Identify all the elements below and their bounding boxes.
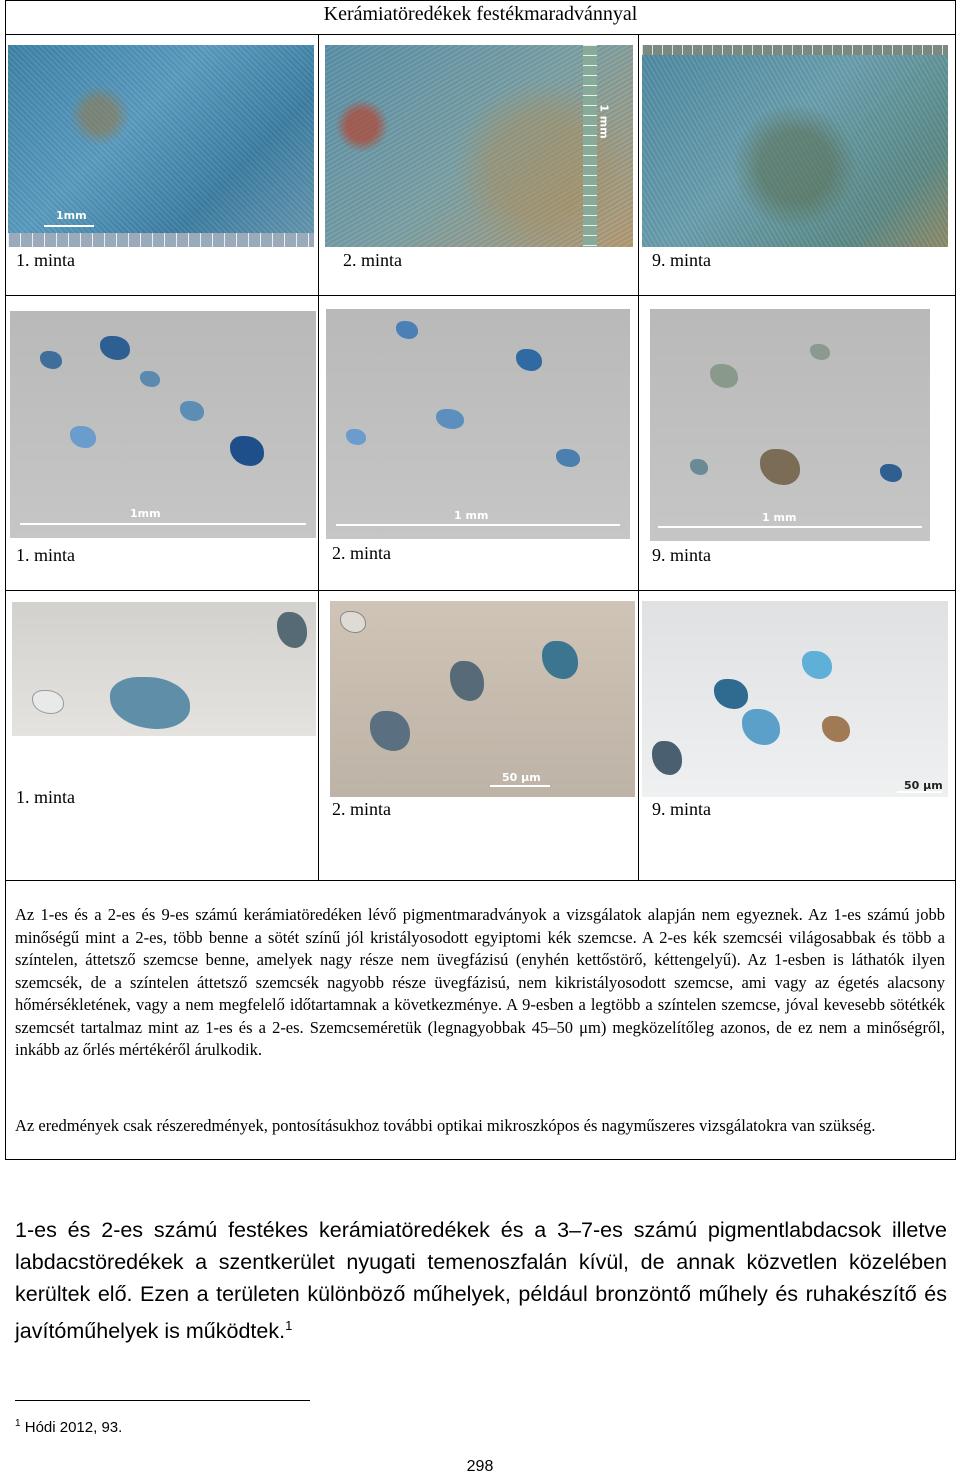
pigment-particle (140, 371, 160, 387)
pigment-particle (32, 690, 64, 714)
pigment-particle (710, 364, 738, 388)
scale-label: 50 μm (904, 779, 943, 792)
sample-label: 2. minta (343, 250, 402, 270)
sample-label: 2. minta (332, 543, 391, 563)
ruler (642, 45, 948, 55)
table-rule (638, 34, 639, 295)
scale-bar (658, 526, 922, 528)
table-rule (638, 295, 639, 590)
pigment-particle (760, 449, 800, 485)
pigment-particle (802, 651, 832, 679)
sample-9-macro-photo (642, 45, 948, 247)
pigment-particle (450, 661, 484, 701)
scale-label: 50 μm (502, 771, 541, 784)
pigment-particle (436, 409, 464, 429)
main-paragraph (15, 1214, 947, 1347)
pigment-particle (652, 741, 682, 775)
pigment-particle (742, 709, 780, 745)
footnote-rule (15, 1400, 310, 1401)
table-rule (318, 295, 319, 590)
sample-label: 2. minta (332, 799, 391, 819)
pigment-particle (556, 449, 580, 467)
sample-label: 1. minta (16, 787, 75, 807)
sample-label: 9. minta (652, 250, 711, 270)
pigment-particle (690, 459, 708, 475)
page-number: 298 (466, 1458, 494, 1475)
pigment-particle (110, 677, 190, 729)
table-rule (5, 590, 956, 591)
pigment-particle (100, 336, 130, 360)
pigment-particle (810, 344, 830, 360)
scale-bar (336, 524, 620, 526)
sample-2-powder-photo (326, 309, 630, 539)
ruler (583, 45, 597, 247)
sample-label: 9. minta (652, 799, 711, 819)
pigment-particle (396, 321, 418, 339)
pigment-particle (340, 611, 366, 633)
table-rule (5, 34, 956, 35)
scale-label: 1 mm (454, 509, 489, 522)
sample-label: 1. minta (16, 250, 75, 270)
footnote-number: 1 (15, 1418, 21, 1429)
pigment-particle (714, 679, 748, 709)
pigment-particle (516, 349, 542, 371)
scale-bar (490, 785, 550, 787)
sample-2-macro-photo (325, 45, 633, 247)
sample-1-micro-photo (12, 602, 316, 736)
table-rule (318, 34, 319, 295)
table-rule (5, 880, 956, 881)
table-paragraph-conclusion: Az eredmények csak részeredmények, pontosításukhoz további optikai mikroszkópos és nagyműszeres vizsgálatokra van szükség. (15, 1116, 876, 1135)
footnote-reference[interactable]: 1 (285, 1318, 293, 1333)
pigment-particle (542, 641, 578, 679)
sample-label: 9. minta (652, 545, 711, 565)
scale-label: 1 mm (762, 511, 797, 524)
table-paragraph-results: Az 1-es és a 2-es és 9-es számú kerámiatöredéken lévő pigmentmaradványok a vizsgálatok alapján nem egyeznek. Az 1-es számú jobb minőségű mint a 2-es, több benne a sötét színű jól kristályosodott egyiptomi kék szemcse. A 2-es kék szemcséi világosabbak és több a színtelen, áttetsző szemcse benne, amelyek nagy része nem üvegfázisú (enyhén kettőstörő, kéttengelyű). Az 1-esben is láthatók ilyen szemcsék, de a színtelen áttetsző szemcsék nagyobb része üvegfázisú, nem kikristályosodott szemcse, ami vagy az égetés alacsony hőmérsékletének, vagy a nem megfelelő időtartamnak a következménye. A 9-esben a legtöbb a színtelen szemcse, jóval kevesebb sötétkék szemcsét tartalmaz mint az 1-es és a 2-es. Szemcseméretük (legnagyobbak 45–50 μm) megközelítőleg azonos, de ez nem a minőségről, inkább az őrlés mértékéről árulkodik. (15, 905, 945, 1059)
scale-bar (44, 225, 94, 227)
scale-label: 1mm (130, 507, 161, 520)
table-rule (5, 295, 956, 296)
ruler (8, 233, 314, 247)
table-rule (638, 590, 639, 880)
sample-1-powder-photo (10, 311, 316, 538)
pigment-particle (346, 429, 366, 445)
sample-label: 1. minta (16, 545, 75, 565)
sample-2-micro-photo (330, 601, 635, 797)
sample-9-micro-photo (642, 601, 948, 797)
scale-label: 1 mm (597, 104, 611, 139)
scale-bar (20, 523, 306, 525)
footnote (15, 1418, 122, 1436)
pigment-particle (180, 401, 204, 421)
sample-9-powder-photo (650, 309, 930, 541)
pigment-particle (880, 464, 902, 482)
pigment-particle (277, 612, 307, 648)
footnote-text: Hódi 2012, 93. (24, 1419, 123, 1436)
table-rule (318, 590, 319, 880)
pigment-particle (822, 716, 850, 742)
pigment-particle (70, 426, 96, 448)
table-title: Kerámiatöredékek festékmaradvánnyal (323, 3, 638, 25)
pigment-particle (40, 351, 62, 369)
scale-label: 1mm (56, 209, 87, 222)
pigment-particle (370, 711, 410, 751)
sample-1-macro-photo (8, 45, 314, 247)
main-paragraph-text: 1-es és 2-es számú festékes kerámiatöredékek és a 3–7-es számú pigmentlabdacsok illetve labdacstöredékek a szentkerület nyugati temenoszfalán kívül, de annak közvetlen közelében kerültek elő. Ezen a területen különböző műhelyek, például bronzöntő műhely és ruhakészítő és javítóműhelyek is működtek. (15, 1218, 947, 1344)
pigment-particle (230, 436, 264, 466)
